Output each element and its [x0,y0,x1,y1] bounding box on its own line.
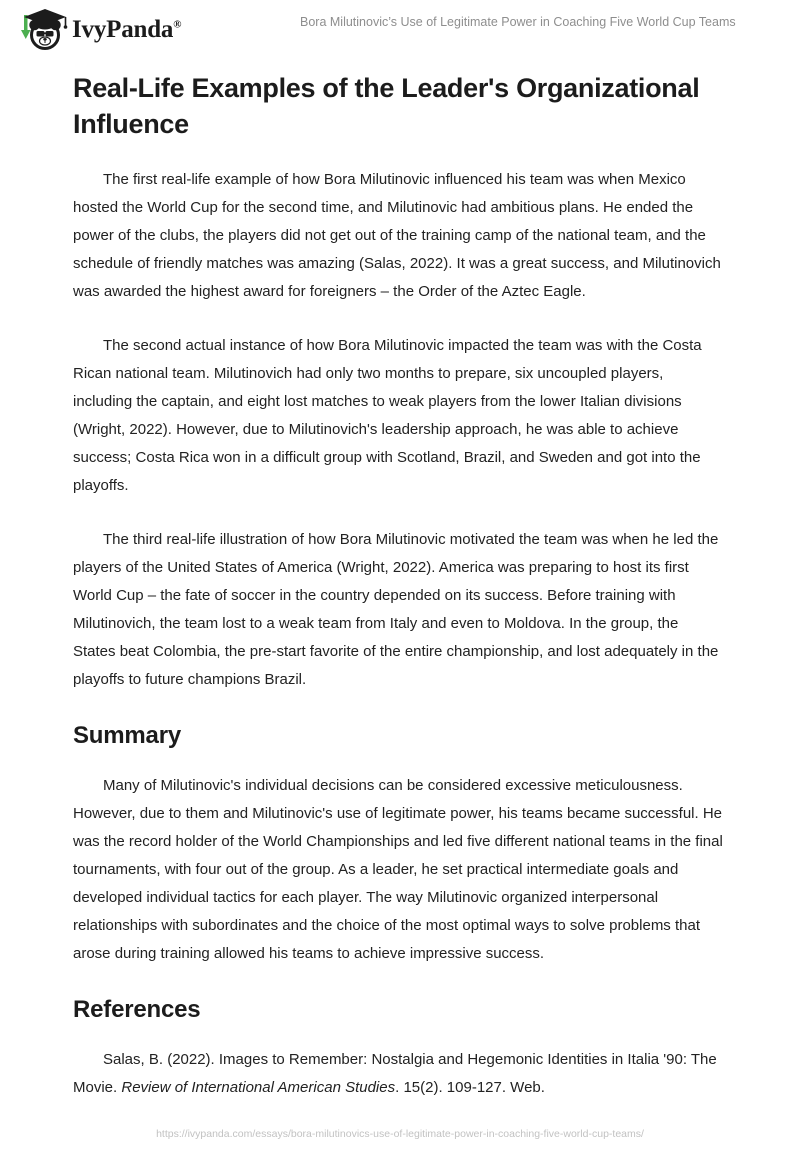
spacer [73,752,723,772]
document-title-header: Bora Milutinovic’s Use of Legitimate Power in Coaching Five World Cup Teams [300,15,736,29]
brand-wordmark [72,17,181,42]
brand-logo[interactable] [16,6,181,52]
reference-item [73,1046,723,1102]
spacer [73,968,723,994]
paragraph-3: The third real-life illustration of how Bora Milutinovic motivated the team was when he led the players of the United States of America (Wright, 2022). America was preparing to host its first World Cup – the fate of soccer in the country depended on its success. Before training with Milutinovich, the team lost to a weak team from Italy and even to Moldova. In the group, the States beat Colombia, the pre-start favorite of the entire championship, and lost adequately in the playoffs to future champions Brazil. [73,531,719,688]
spacer [73,1026,723,1046]
spacer [73,142,723,166]
page-footer [0,1124,800,1142]
spacer [73,694,723,720]
ivypanda-panda-graduate-logo-icon [16,6,68,52]
summary-heading: Summary [73,722,181,749]
summary-paragraph: Many of Milutinovic's individual decisions can be considered excessive meticulousness. However, due to them and Milutinovic's use of legitimate power, his teams became successful. He was the record holder of the World Championships and led five different national teams in the final tournaments, with four out of the group. As a leader, he set practical intermediate goals and developed individual tactics for each player. The way Milutinovic organized interpersonal relationships with subordinates and the choice of the most optimal ways to solve problems that arose during training allowed his teams to achieve impressive success. [73,777,723,962]
references-heading: References [73,996,201,1023]
source-url[interactable]: https://ivypanda.com/essays/bora-milutinovics-use-of-legitimate-power-in-coaching-five-world-cup-teams/ [156,1128,644,1140]
paragraph-1: The first real-life example of how Bora Milutinovic influenced his team was when Mexico hosted the World Cup for the second time, and Milutinovic had ambitious plans. He ended the power of the clubs, the players did not get out of the training camp of the national team, and the schedule of friendly matches was amazing (Salas, 2022). It was a great success, and Milutinovich was awarded the highest award for foreigners – the Order of the Aztec Eagle. [73,171,721,300]
page-title: Real-Life Examples of the Leader's Organizational Influence [73,73,700,139]
document-body [73,70,723,1102]
reference-suffix-text: . 15(2). 109-127. Web. [395,1079,545,1096]
registered-trademark-icon: ® [173,18,182,31]
brand-name-text: IvyPanda [72,15,174,43]
reference-prefix-text: Salas, B. (2022). Images to Remember: Nostalgia and Hegemonic Identities in Italia '90: The Movie. [73,1051,717,1096]
paragraph-2: The second actual instance of how Bora Milutinovic impacted the team was with the Costa Rican national team. Milutinovich had only two months to prepare, six uncoupled players, including the captain, and eight lost matches to weak players from the lower Italian divisions (Wright, 2022). However, due to Milutinovich's leadership approach, he was able to achieve success; Costa Rica won in a difficult group with Scotland, Brazil, and Sweden and got into the playoffs. [73,337,702,494]
page-header [0,0,800,58]
reference-journal-title: Review of International American Studies [121,1079,396,1096]
